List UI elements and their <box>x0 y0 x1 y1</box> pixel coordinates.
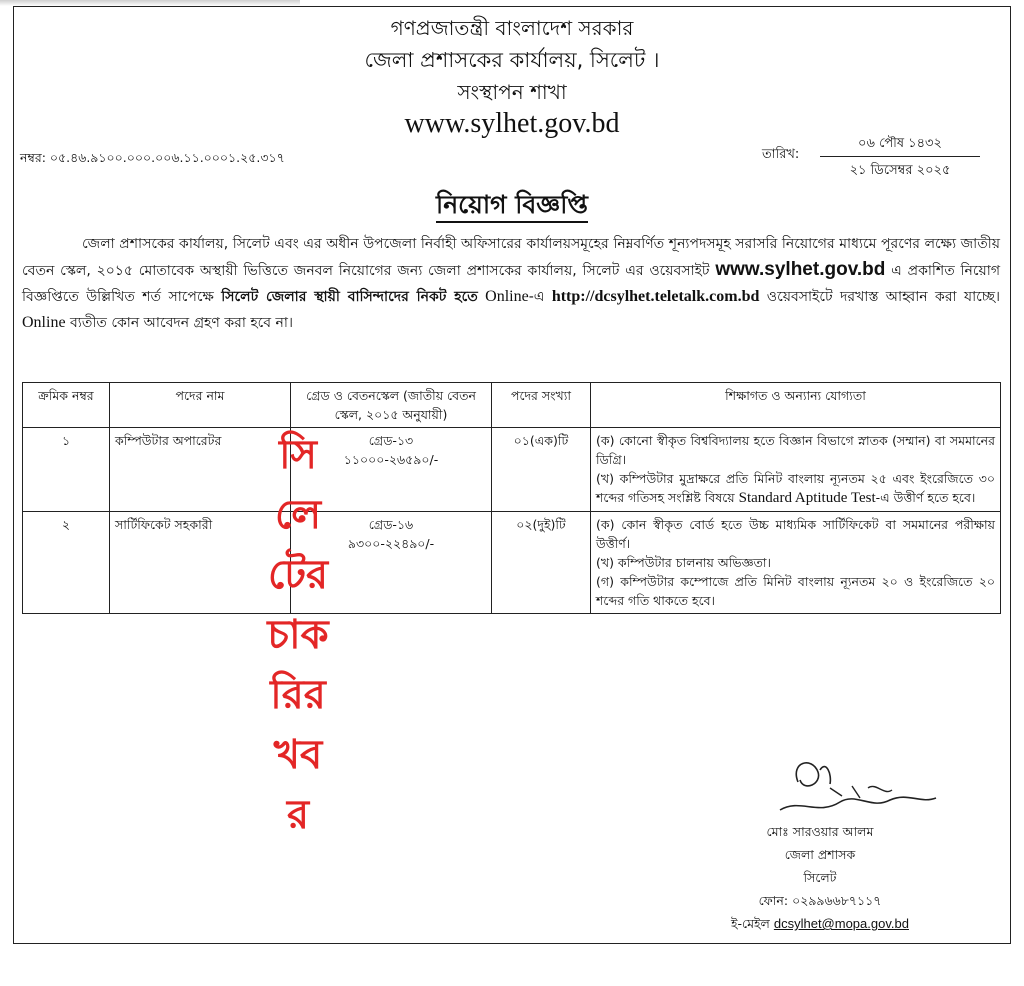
body-text-5: ব্যতীত কোন আবেদন গ্রহণ করা হবে না। <box>70 315 293 331</box>
body-text-2: এ প্রকাশিত নিয়োগ বিজ্ঞপ্তিতে উল্লিখিত শর্ত সাপেক্ষে <box>22 263 1000 305</box>
watermark <box>258 425 338 845</box>
notice-title-wrap <box>0 185 1024 228</box>
body-text-4: ওয়েবসাইটে দরখাস্ত আহ্বান করা যাচ্ছে। <box>766 289 1001 305</box>
header-count: পদের সংখ্যা <box>492 383 591 428</box>
header-post: পদের নাম <box>110 383 291 428</box>
header-serial: ক্রমিক নম্বর <box>23 383 110 428</box>
row1-q2-text: (খ) কম্পিউটার মুদ্রাক্ষরে প্রতি মিনিট বাংলায় ন্যূনতম ২৫ এবং ইংরেজিতে ৩০ শব্দের গতিসহ সংশ্লিষ্ট বিষয়ে <box>596 471 995 505</box>
body-website-link[interactable]: www.sylhet.gov.bd <box>715 259 886 280</box>
watermark-part: সি <box>279 432 317 478</box>
branch-title: সংস্থাপন শাখা <box>457 80 567 104</box>
notice-title: নিয়োগ বিজ্ঞপ্তি <box>436 190 588 223</box>
office-website[interactable]: www.sylhet.gov.bd <box>404 108 620 139</box>
row1-count: ০১(এক)টি <box>492 428 591 512</box>
email-label: ই-মেইল <box>731 916 770 931</box>
row2-q1: (ক) কোন স্বীকৃত বোর্ড হতে উচ্চ মাধ্যমিক সার্টিফিকেট বা সমমানের পরীক্ষায় উত্তীর্ণ। <box>596 517 995 551</box>
body-text-1: জেলা প্রশাসকের কার্যালয়, সিলেট এবং এর অধীন উপজেলা নির্বাহী অফিসারের কার্যালয়সমূহের নিম্নবর্ণিত শূন্যপদসমূহ সরাসরি নিয়োগের মাধ্যমে পূরণের লক্ষ্যে জাতীয় বেতন স্কেল, ২০১৫ মোতাবেক অস্থায়ী ভিত্তিতে জনবল নিয়োগের জন্য জেলা প্রশাসকের কার্যালয়, সিলেট এর ওয়েবসাইট <box>22 236 1000 279</box>
watermark-part: টের <box>267 552 329 598</box>
watermark-part: রির <box>270 672 326 718</box>
signature-block <box>700 820 940 935</box>
handwritten-signature <box>760 752 940 822</box>
body-text-3: -এ <box>528 289 545 305</box>
signatory-designation: জেলা প্রশাসক <box>784 847 856 862</box>
row1-grade: গ্রেড-১৩ <box>368 433 414 448</box>
header-grade: গ্রেড ও বেতনস্কেল (জাতীয় বেতন স্কেল, ২০১৫ অনুযায়ী) <box>291 383 492 428</box>
row1-serial: ১ <box>23 428 110 512</box>
table-row <box>23 428 1001 512</box>
body-online-2: Online <box>22 314 66 331</box>
notice-body <box>22 232 1000 336</box>
date-bangla: ০৬ পৌষ ১৪৩২ <box>858 136 942 151</box>
header-qualification: শিক্ষাগত ও অন্যান্য যোগ্যতা <box>591 383 1001 428</box>
row1-q2 <box>596 469 995 508</box>
table-header-row <box>23 383 1001 428</box>
watermark-part: র <box>286 792 309 838</box>
table-row <box>23 512 1001 614</box>
watermark-part: খব <box>273 732 323 778</box>
watermark-part: চাক <box>267 612 329 658</box>
signatory-name: মোঃ সারওয়ার আলম <box>766 824 874 839</box>
posts-table <box>22 382 1001 614</box>
row1-scale: ১১০০০-২৬৫৯০/- <box>343 452 439 467</box>
row1-q2-end: -এ উত্তীর্ণ হতে হবে। <box>875 490 976 505</box>
row2-qualification <box>591 512 1001 614</box>
email-link[interactable]: dcsylhet@mopa.gov.bd <box>773 916 909 931</box>
row2-q2: (খ) কম্পিউটার চালনায় অভিজ্ঞতা। <box>596 555 772 570</box>
date-box <box>820 134 980 182</box>
office-title: জেলা প্রশাসকের কার্যালয়, সিলেট । <box>364 48 660 72</box>
date-label: তারিখ: <box>762 147 800 162</box>
date-divider <box>820 156 980 157</box>
memo-number: নম্বর: ০৫.৪৬.৯১০০.০০০.০০৬.১১.০০০১.২৫.৩১৭ <box>20 150 285 165</box>
govt-title: গণপ্রজাতন্ত্রী বাংলাদেশ সরকার <box>390 16 634 40</box>
row2-grade: গ্রেড-১৬ <box>368 517 414 532</box>
watermark-part: লে <box>274 492 322 538</box>
row1-q1: (ক) কোনো স্বীকৃত বিশ্ববিদ্যালয় হতে বিজ্ঞান বিভাগে স্নাতক (সম্মান) বা সমমানের ডিগ্রি। <box>596 433 995 467</box>
row1-qualification <box>591 428 1001 512</box>
signatory-phone: ফোন: ০২৯৯৬৬৮৭১১৭ <box>758 893 882 908</box>
body-residents: সিলেট জেলার স্থায়ী বাসিন্দাদের নিকট হতে <box>221 289 478 305</box>
body-apply-link[interactable]: http://dcsylhet.teletalk.com.bd <box>551 288 760 305</box>
row2-serial: ২ <box>23 512 110 614</box>
body-online-1: Online <box>485 288 529 305</box>
row2-post: সার্টিফিকেট সহকারী <box>110 512 291 614</box>
row1-post: কম্পিউটার অপারেটর <box>110 428 291 512</box>
row2-scale: ৯৩০০-২২৪৯০/- <box>347 536 435 551</box>
signatory-place: সিলেট <box>803 870 837 885</box>
row2-q3: (গ) কম্পিউটার কম্পোজে প্রতি মিনিট বাংলায় ন্যূনতম ২০ ও ইংরেজিতে ২০ শব্দের গতি থাকতে হবে। <box>596 574 995 608</box>
row2-count: ০২(দুই)টি <box>492 512 591 614</box>
date-english: ২১ ডিসেম্বর ২০২৫ <box>849 163 951 178</box>
row1-q2-test: Standard Aptitude Test <box>738 490 876 506</box>
signatory-email-row <box>700 912 940 935</box>
